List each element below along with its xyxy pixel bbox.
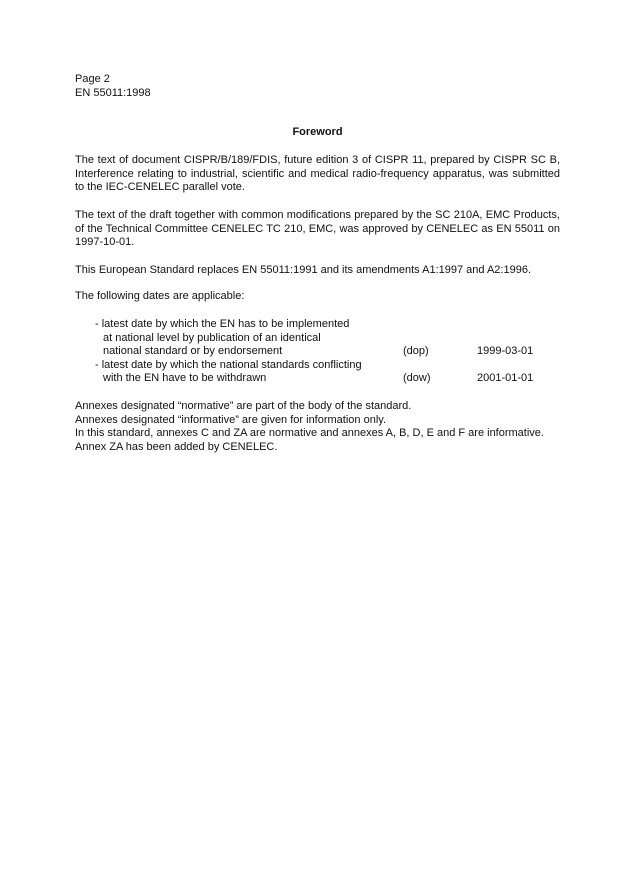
date-value: 1999-03-01 xyxy=(477,345,534,357)
annex-note: Annex ZA has been added by CENELEC. xyxy=(75,440,278,453)
date-description-line: - latest date by which the national standards conflicting xyxy=(95,358,362,371)
paragraph-approval: The text of the draft together with common modifications prepared by the SC 210A, EMC Products, of the Technical Committee CENELEC TC 210, EMC, was approved by CENELEC as EN 55011 on 1997-10-01. xyxy=(75,209,560,248)
standard-reference: EN 55011:1998 xyxy=(75,86,151,99)
date-description-line: at national level by publication of an identical xyxy=(103,331,321,344)
annex-note: Annexes designated “informative” are given for information only. xyxy=(75,413,387,426)
page-header xyxy=(75,73,275,100)
annex-note: Annexes designated “normative” are part of the body of the standard. xyxy=(75,400,412,412)
paragraph-dates-intro: The following dates are applicable: xyxy=(75,290,245,302)
annex-note: In this standard, annexes C and ZA are normative and annexes A, B, D, E and F are informative. xyxy=(75,427,544,439)
paragraph-document-origin: The text of document CISPR/B/189/FDIS, future edition 3 of CISPR 11, prepared by CISPR SC B, Interference relating to industrial, scientific and medical radio-frequency apparatus, was submitted to the IEC-CENELEC parallel vote. xyxy=(75,154,560,193)
date-item-dop xyxy=(95,318,560,359)
date-code: (dow) xyxy=(403,372,431,384)
page-label: Page 2 xyxy=(75,73,110,85)
date-code: (dop) xyxy=(403,345,429,357)
section-title: Foreword xyxy=(292,126,343,138)
date-description-line: - latest date by which the EN has to be implemented xyxy=(95,318,350,330)
date-description xyxy=(95,318,395,359)
annex-notes xyxy=(75,400,560,454)
date-description-line: national standard or by endorsement xyxy=(103,345,283,357)
paragraph-replaces: This European Standard replaces EN 55011:1991 and its amendments A1:1997 and A2:1996. xyxy=(75,264,532,276)
date-item-dow xyxy=(95,359,560,386)
dates-list xyxy=(95,318,560,386)
date-value: 2001-01-01 xyxy=(477,372,534,384)
date-description-line: with the EN have to be withdrawn xyxy=(103,372,267,384)
date-description xyxy=(95,359,395,386)
